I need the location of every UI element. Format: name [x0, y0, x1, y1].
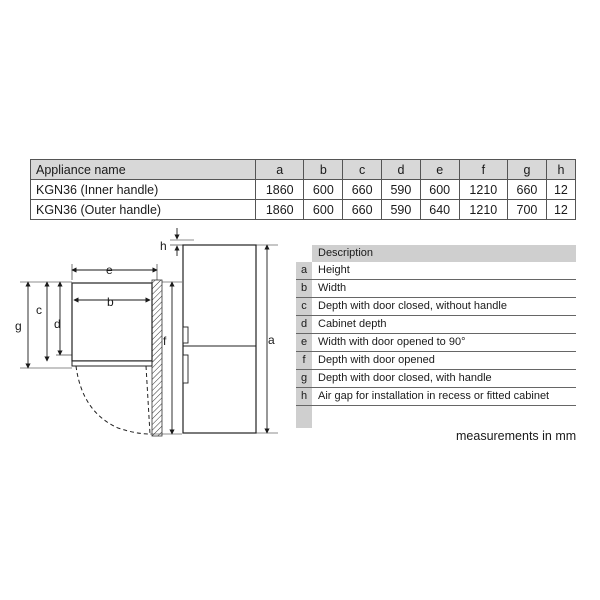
header-cell: a [256, 160, 304, 180]
description-tail [296, 406, 576, 428]
description-legend [296, 245, 576, 428]
fridge-dimension-drawing [0, 220, 295, 445]
wall-hatch [152, 280, 162, 436]
description-text: Width [318, 282, 347, 294]
table-cell: 1210 [459, 200, 507, 220]
header-cell: b [304, 160, 343, 180]
table-cell: 12 [546, 180, 575, 200]
table-row [31, 200, 576, 220]
table-row [31, 180, 576, 200]
table-cell: KGN36 (Outer handle) [31, 200, 256, 220]
description-text: Air gap for installation in recess or fitted cabinet [318, 390, 550, 402]
description-title: Description [312, 245, 576, 262]
description-key: e [296, 334, 312, 351]
list-item [296, 352, 576, 370]
description-key: d [296, 316, 312, 333]
table-cell: 590 [382, 200, 421, 220]
table-cell: 640 [420, 200, 459, 220]
table-cell: 660 [508, 180, 547, 200]
table-cell: 590 [382, 180, 421, 200]
table-cell: 600 [420, 180, 459, 200]
description-key: b [296, 280, 312, 297]
table-cell: 660 [343, 180, 382, 200]
label-g: g [15, 319, 22, 333]
description-key: f [296, 352, 312, 369]
door-swing-arc [76, 366, 150, 434]
list-item [296, 388, 576, 406]
description-header [296, 245, 576, 262]
units-note: measurements in mm [456, 429, 577, 443]
fridge-side-view [183, 245, 256, 433]
label-e: e [106, 263, 113, 277]
description-key: c [296, 298, 312, 315]
list-item [296, 298, 576, 316]
description-text: Depth with door closed, without handle [318, 300, 507, 312]
table-cell: 660 [343, 200, 382, 220]
description-text: Depth with door closed, with handle [318, 372, 492, 384]
description-text: Depth with door opened [318, 354, 435, 366]
header-cell: e [420, 160, 459, 180]
dimensions-table [30, 159, 576, 220]
label-h: h [160, 239, 167, 253]
door-open-line [146, 366, 150, 434]
description-text: Height [318, 264, 350, 276]
header-cell: c [343, 160, 382, 180]
list-item [296, 370, 576, 388]
table-cell: 1210 [459, 180, 507, 200]
table-cell: 600 [304, 180, 343, 200]
description-text: Cabinet depth [318, 318, 387, 330]
header-cell: d [382, 160, 421, 180]
door-panel [72, 361, 152, 366]
list-item [296, 334, 576, 352]
table-header-row [31, 160, 576, 180]
table-cell: 600 [304, 200, 343, 220]
description-key: h [296, 388, 312, 405]
table-cell: 1860 [256, 200, 304, 220]
label-a: a [268, 333, 275, 347]
upper-door-handle [183, 327, 188, 343]
description-key: a [296, 262, 312, 279]
list-item [296, 316, 576, 334]
table-cell: KGN36 (Inner handle) [31, 180, 256, 200]
description-key: g [296, 370, 312, 387]
table-cell: 1860 [256, 180, 304, 200]
table-cell: 700 [508, 200, 547, 220]
label-f: f [163, 334, 167, 348]
label-c: c [36, 303, 42, 317]
header-cell: g [508, 160, 547, 180]
table-cell: 12 [546, 200, 575, 220]
list-item [296, 280, 576, 298]
label-b: b [107, 295, 114, 309]
lower-door-handle [183, 355, 188, 383]
header-cell: Appliance name [31, 160, 256, 180]
label-d: d [54, 317, 61, 331]
description-text: Width with door opened to 90° [318, 336, 466, 348]
header-cell: h [546, 160, 575, 180]
header-cell: f [459, 160, 507, 180]
list-item [296, 262, 576, 280]
